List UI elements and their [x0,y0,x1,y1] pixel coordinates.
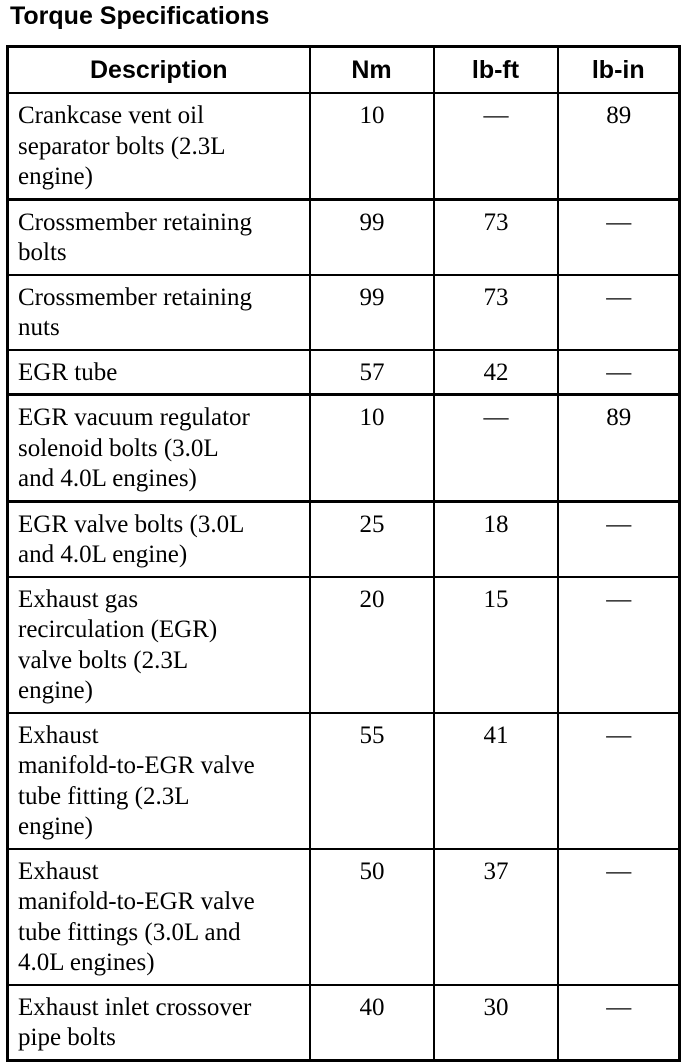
lbft-cell: — [434,93,558,199]
lbft-cell: 37 [434,849,558,985]
nm-cell: 57 [310,350,434,395]
lbin-cell: — [558,849,680,985]
description-cell: Crossmember retaining nuts [8,275,310,350]
nm-cell: 50 [310,849,434,985]
table-row [8,350,680,395]
table-row [8,395,680,502]
description-cell: Exhaust manifold-to-EGR valve tube fittings (3.0L and 4.0L engines) [8,849,310,985]
lbft-cell: 30 [434,985,558,1061]
description-cell: Exhaust gas recirculation (EGR) valve bolts (2.3L engine) [8,577,310,713]
table-row [8,985,680,1061]
nm-cell: 10 [310,395,434,502]
nm-cell: 55 [310,713,434,849]
page-title: Torque Specifications [10,2,270,30]
lbft-cell: 42 [434,350,558,395]
lbin-cell: 89 [558,395,680,502]
nm-cell: 99 [310,275,434,350]
table-header-row [8,47,680,94]
torque-spec-table [6,45,681,1062]
description-cell: Exhaust inlet crossover pipe bolts [8,985,310,1061]
lbft-cell: 73 [434,199,558,275]
table-row [8,713,680,849]
lbft-cell: — [434,395,558,502]
description-cell: Crossmember retaining bolts [8,199,310,275]
description-cell: EGR valve bolts (3.0L and 4.0L engine) [8,501,310,577]
nm-cell: 10 [310,93,434,199]
lbft-cell: 18 [434,501,558,577]
lbin-cell: — [558,199,680,275]
table-row [8,849,680,985]
header-lbft: lb-ft [434,47,558,94]
table-row [8,199,680,275]
header-lbin: lb-in [558,47,680,94]
lbin-cell: — [558,275,680,350]
lbin-cell: — [558,501,680,577]
description-cell: Crankcase vent oil separator bolts (2.3L engine) [8,93,310,199]
table-row [8,577,680,713]
table-body [8,93,680,1060]
nm-cell: 20 [310,577,434,713]
lbft-cell: 41 [434,713,558,849]
description-cell: EGR vacuum regulator solenoid bolts (3.0L and 4.0L engines) [8,395,310,502]
table-row [8,93,680,199]
lbft-cell: 15 [434,577,558,713]
lbin-cell: — [558,713,680,849]
header-description: Description [8,47,310,94]
lbft-cell: 73 [434,275,558,350]
lbin-cell: — [558,577,680,713]
nm-cell: 99 [310,199,434,275]
lbin-cell: 89 [558,93,680,199]
lbin-cell: — [558,350,680,395]
nm-cell: 40 [310,985,434,1061]
nm-cell: 25 [310,501,434,577]
description-cell: Exhaust manifold-to-EGR valve tube fitting (2.3L engine) [8,713,310,849]
lbin-cell: — [558,985,680,1061]
description-cell: EGR tube [8,350,310,395]
table-row [8,501,680,577]
header-nm: Nm [310,47,434,94]
table-row [8,275,680,350]
